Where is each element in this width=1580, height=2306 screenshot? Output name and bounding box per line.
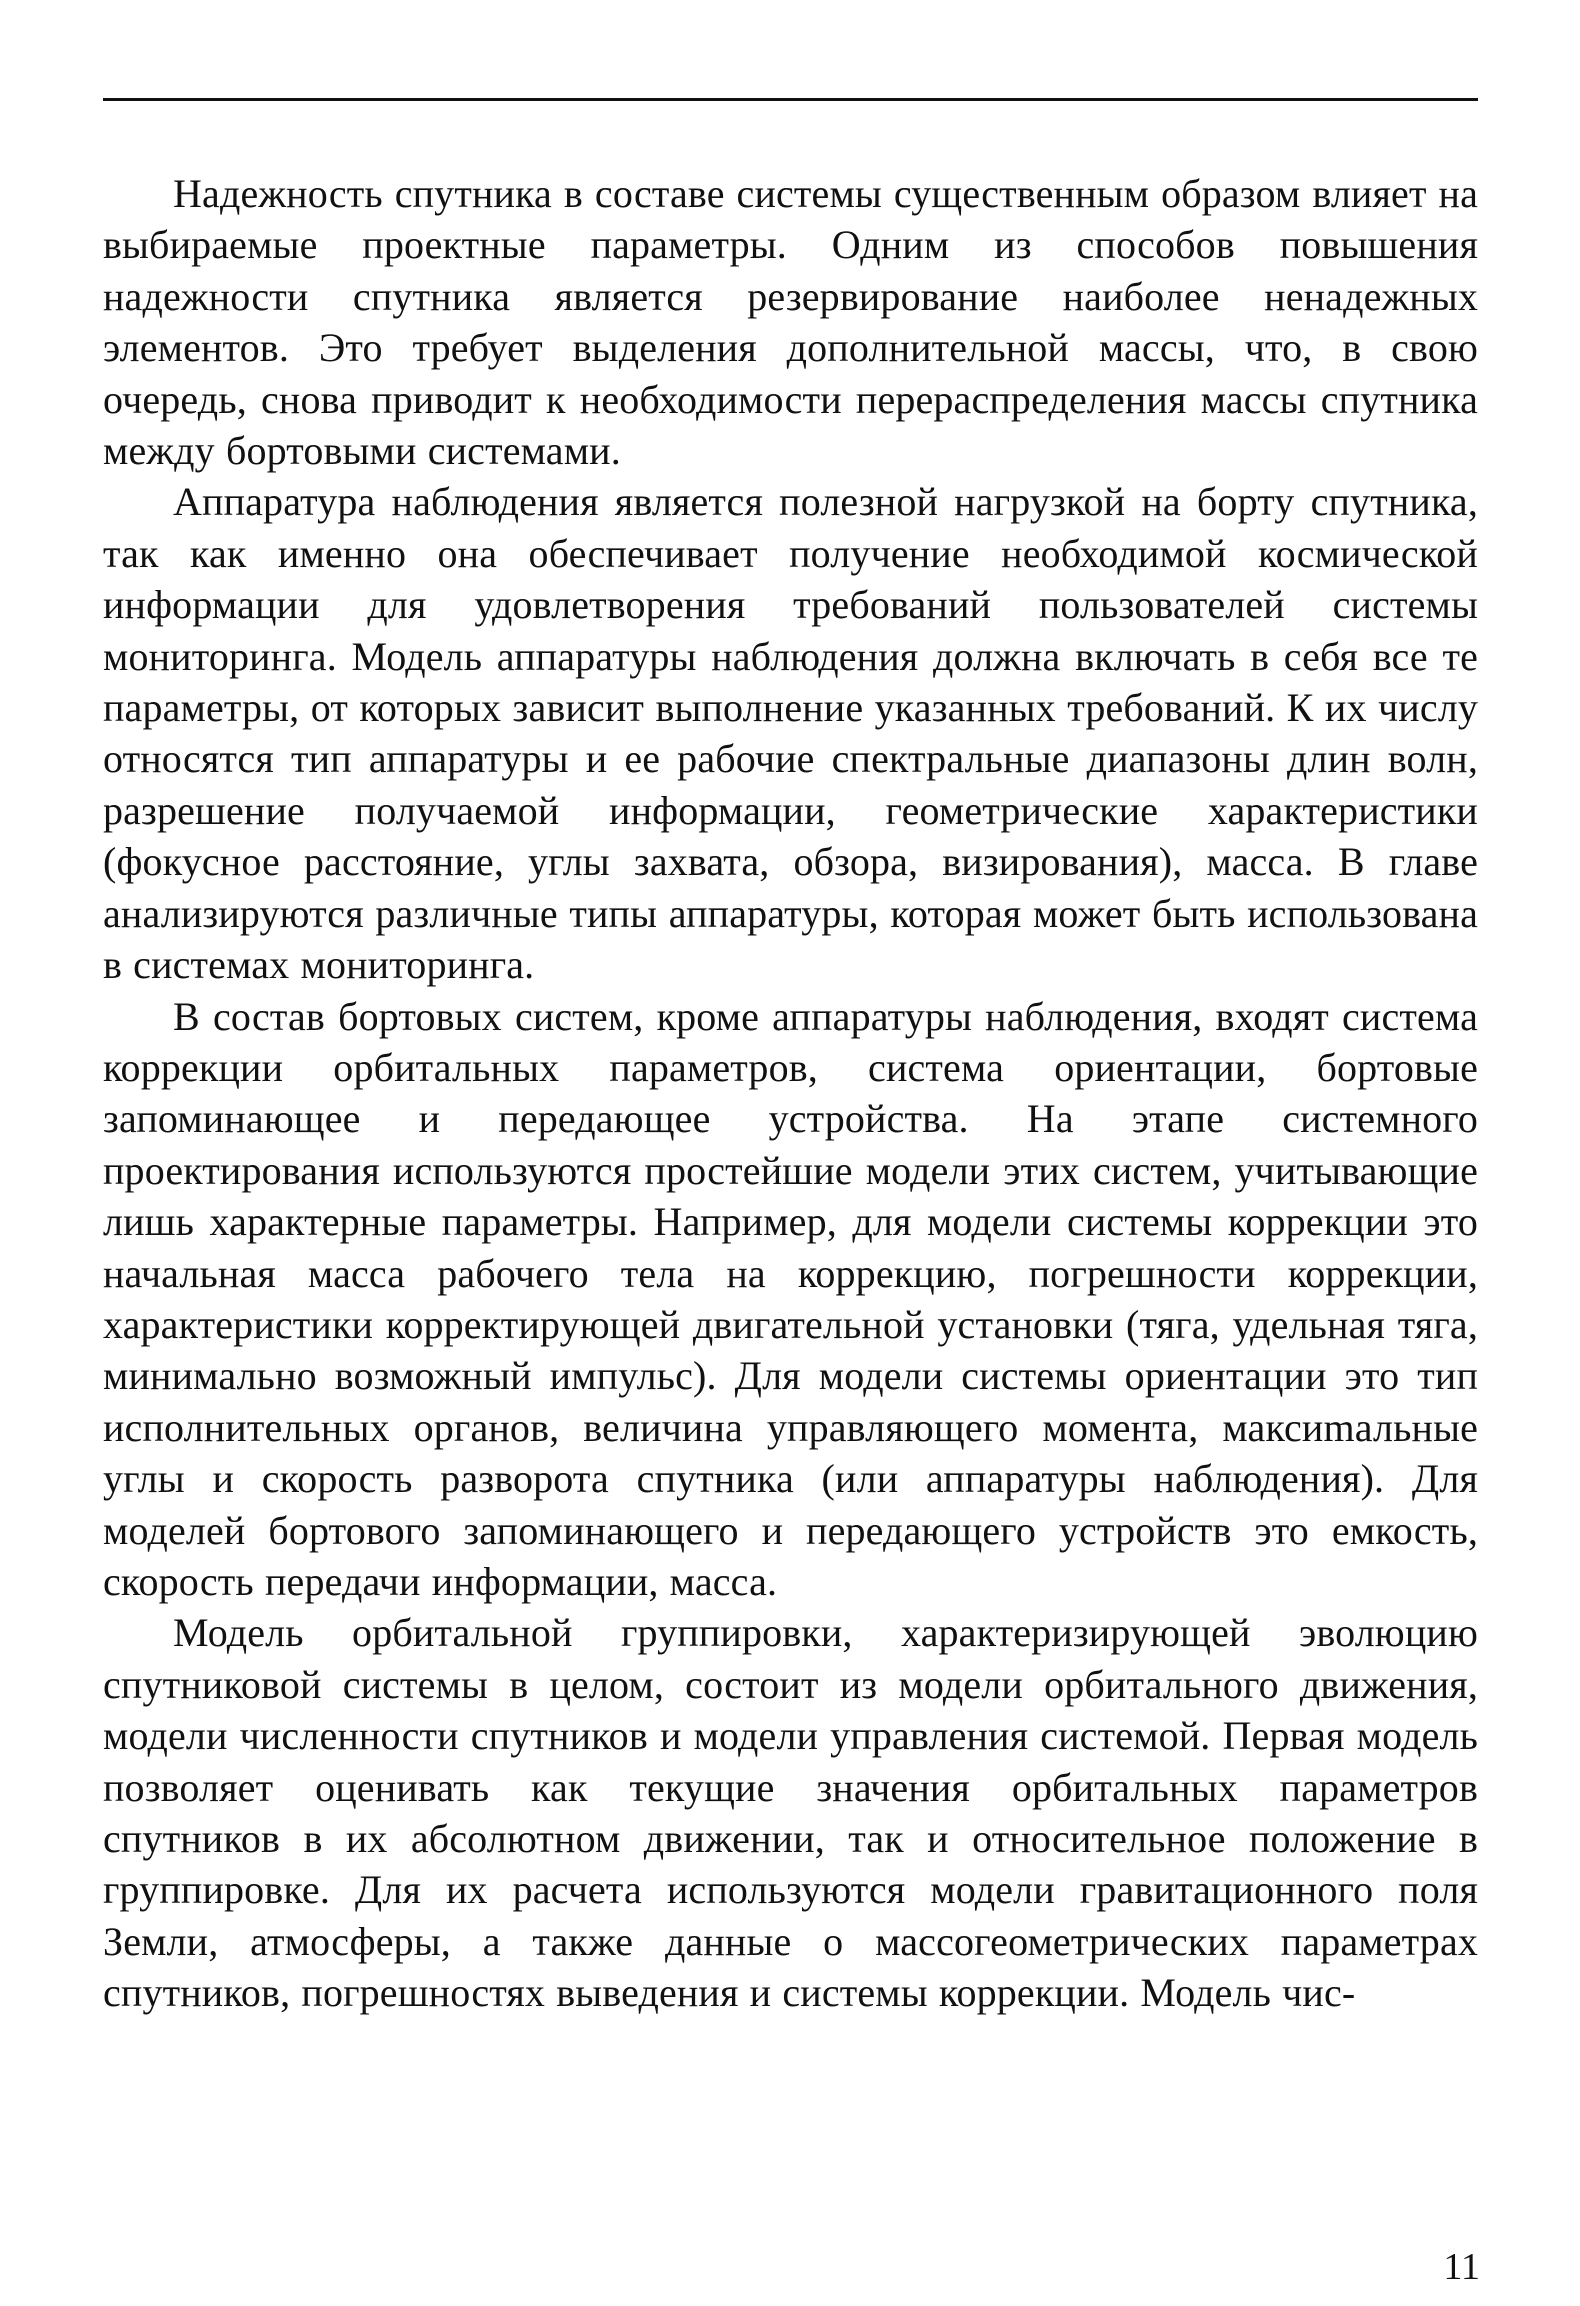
paragraph-observation-equipment: Аппаратура наблюдения является полезной нагрузкой на борту спутника, так как именно она обеспечивает получение необходимой космической информации для удовлетворения требований пользователей системы мониторинга. Модель аппаратуры наблюдения должна включать в себя все те параметры, от которых зависит выполнение указанных требований. К их числу относятся тип аппаратуры и ее рабочие спектральные диапазоны длин волн, разрешение получаемой информации, геометрические характеристики (фокусное расстояние, углы захвата, обзора, визирования), масса. В главе анализируются различные типы аппаратуры, которая может быть использована в системах мониторинга. — [103, 479, 1478, 988]
body-text — [103, 168, 1478, 2019]
page-number: 11 — [1443, 2246, 1480, 2288]
paragraph-orbital-constellation: Модель орбитальной группировки, характеризирующей эволюцию спутниковой системы в целом, состоит из модели орбитального движения, модели численности спутников и модели управления системой. Первая модель позволяет оценивать как текущие значения орбитальных параметров спутников в их абсолютном движении, так и относительное положение в группировке. Для их расчета используются модели гравитационного поля Земли, атмосферы, а также данные о массогеометрических параметрах спутников, погрешностях выведения и системы коррекции. Модель чис- — [103, 1610, 1478, 2016]
paragraph-onboard-systems: В состав бортовых систем, кроме аппаратуры наблюдения, входят система коррекции орбитальных параметров, система ориентации, бортовые запоминающее и передающее устройства. На этапе системного проектирования используются простейшие модели этих систем, учитывающие лишь характерные параметры. Например, для модели системы коррекции это начальная масса рабочего тела на коррекцию, погрешности коррекции, характеристики корректирующей двигательной установки (тяга, удельная тяга, минимально возможный импульс). Для модели системы ориентации это тип исполнительных органов, величина управляющего момента, максиmальные углы и скорость разворота спутника (или аппаратуры наблюдения). Для моделей бортового запоминающего и передающего устройств это емкость, скорость передачи информации, масса. — [103, 993, 1478, 1604]
header-rule — [103, 98, 1478, 101]
paragraph-reliability: Надежность спутника в составе системы существенным образом влияет на выбираемые проектные параметры. Одним из способов повышения надежности спутника является резервирование наиболее ненадежных элементов. Это требует выделения дополнительной массы, что, в свою очередь, снова приводит к необходимости перераспределения массы спутника между бортовыми системами. — [103, 171, 1478, 474]
